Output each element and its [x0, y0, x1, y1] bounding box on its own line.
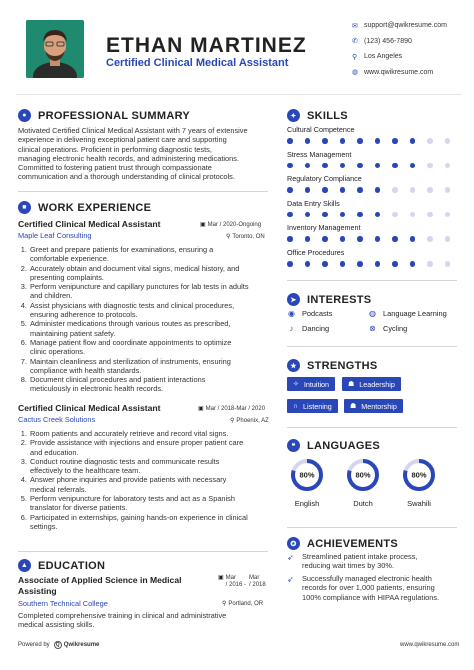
email-icon: ✉	[352, 22, 358, 30]
map-pin-icon: ⚲	[230, 418, 235, 424]
education-school: Southern Technical College	[18, 599, 108, 608]
skill-label: Stress Management	[287, 149, 352, 159]
contact-email[interactable]: ✉ support@qwikresume.com	[352, 22, 447, 30]
skill-dot	[305, 138, 311, 144]
skill-dot	[375, 187, 381, 193]
contact-list	[352, 18, 447, 80]
skill-dot	[340, 138, 346, 144]
skill-dot	[410, 236, 416, 242]
skill-dot	[427, 236, 433, 242]
skill-dot	[375, 138, 381, 144]
list-item: 6. Participated in externships, gaining hands-on experience in clinical settings.	[29, 513, 270, 532]
interests-heading: ➤ INTERESTS	[287, 293, 371, 306]
list-item: 1. Room patients and accurately retrieve and record vital signs.	[29, 429, 270, 438]
language-label: English	[294, 499, 320, 508]
group-icon: ☗	[348, 381, 355, 388]
paper-plane-icon: ➤	[287, 293, 300, 306]
list-item: 1. Greet and prepare patients for examinations, ensuring a comfortable experience.	[29, 245, 270, 264]
skill-dot	[357, 236, 363, 242]
graduation-cap-icon: ▲	[18, 559, 31, 572]
skill-dot	[287, 236, 293, 242]
map-pin-icon: ⚲	[226, 234, 231, 240]
footer-brand[interactable]: Qwikresume	[63, 642, 100, 648]
job-location-2: ⚲ Phoenix, AZ	[230, 418, 269, 424]
experience-divider	[18, 551, 268, 552]
skill-label: Inventory Management	[287, 223, 361, 233]
contact-phone[interactable]: ✆ (123) 456-7890	[352, 37, 412, 46]
skill-dot	[287, 187, 293, 193]
experience-heading: ■ WORK EXPERIENCE	[18, 201, 151, 214]
skill-rating	[287, 163, 462, 169]
language-ring	[290, 458, 324, 492]
skill-dot	[445, 187, 451, 193]
calendar-icon: ▣	[200, 222, 206, 228]
rocket-icon: ➶	[287, 575, 294, 584]
skill-dot	[410, 163, 416, 169]
skill-rating	[287, 187, 462, 193]
skill-dot	[427, 163, 433, 169]
speech-bubble-icon: ❝	[287, 439, 300, 452]
skill-dot	[340, 163, 346, 169]
skill-dot	[410, 138, 416, 144]
skill-dot	[305, 261, 311, 267]
list-item: 4. Assist physicians with diagnostic tests and clinical procedures, ensuring adherence to protocols.	[29, 301, 270, 320]
footer-powered-by: Powered by Q Qwikresume	[18, 642, 100, 648]
list-item: 6. Manage patient flow and coordinate appointments to optimize clinic operations.	[29, 338, 270, 357]
dance-icon: ♪	[289, 324, 294, 333]
skill-dot	[340, 187, 346, 193]
skill-dot	[305, 163, 311, 169]
globe-icon: ◍	[352, 69, 359, 77]
location-icon: ⚲	[352, 53, 358, 61]
skill-dot	[357, 261, 363, 267]
candidate-name: ETHAN MARTINEZ	[106, 34, 307, 57]
skill-dot	[322, 163, 328, 169]
education-dates: ▣ Mar / 2016 - Mar / 2018	[218, 575, 266, 588]
skill-rating	[287, 138, 462, 144]
skill-dot	[305, 187, 311, 193]
skill-dot	[357, 212, 363, 218]
skill-dot	[410, 212, 416, 218]
job-company-2: Cactus Creek Solutions	[18, 415, 96, 424]
mentor-icon: ☗	[350, 403, 357, 410]
skill-label: Office Procedures	[287, 248, 345, 257]
skill-dot	[392, 163, 398, 169]
bicycle-icon: ⊗	[369, 324, 376, 333]
skill-rating	[287, 236, 462, 242]
skill-dot	[445, 212, 451, 218]
skill-dot	[392, 138, 398, 144]
skill-dot	[410, 187, 416, 193]
skill-dot	[287, 212, 293, 218]
languages-divider	[287, 527, 457, 528]
skill-dot	[357, 187, 363, 193]
language-percent: 80%	[299, 470, 315, 480]
profile-photo	[26, 20, 84, 78]
footer-url[interactable]: www.qwikresume.com	[400, 642, 460, 648]
summary-divider	[18, 191, 268, 192]
job-title-1: Certified Clinical Medical Assistant	[18, 219, 161, 229]
skill-dot	[392, 236, 398, 242]
skill-dot	[287, 163, 293, 169]
skill-dot	[322, 187, 328, 193]
job-dates-2: ▣ Mar / 2018-Mar / 2020	[198, 406, 266, 412]
list-item: 4. Answer phone inquiries and provide patients with necessary medical referrals.	[29, 475, 270, 494]
education-location: ⚲ Portland, OR	[222, 601, 264, 607]
skill-dot	[410, 261, 416, 267]
skill-dot	[445, 138, 451, 144]
skill-dot	[375, 261, 381, 267]
job-dates-1: ▣ Mar / 2020-Ongoing	[200, 222, 262, 228]
education-description: Completed comprehensive training in clinical and administrative medical assisting skills.	[18, 611, 227, 630]
list-item: 5. Administer medications through various routes as prescribed, maintaining patient safety.	[29, 319, 270, 338]
skill-dot	[392, 261, 398, 267]
interest-podcasts: ◉ Podcasts	[288, 309, 333, 318]
skill-dot	[305, 212, 311, 218]
calendar-icon: ▣	[218, 575, 224, 581]
skill-dot	[287, 138, 293, 144]
strength-intuition: ✧ Intuition	[287, 377, 335, 391]
skills-heading: ✦ SKILLS	[287, 109, 348, 122]
strength-mentorship: ☗ Mentorship	[344, 399, 403, 413]
map-pin-icon: ⚲	[222, 601, 227, 607]
skill-label: Cultural Competence	[287, 125, 355, 134]
skill-dot	[357, 138, 363, 144]
candidate-title: Certified Clinical Medical Assistant	[106, 57, 289, 69]
language-label: Swahili	[407, 499, 431, 508]
trophy-icon: ★	[287, 359, 300, 372]
list-item: 3. Conduct routine diagnostic tests and communicate results effectively to the healthcare team.	[29, 457, 270, 476]
podcast-icon: ◉	[288, 309, 295, 318]
list-item: 5. Perform venipuncture for laboratory tests and act as a Spanish translator for diverse patients.	[29, 494, 270, 513]
interest-dancing: ♪ Dancing	[287, 324, 329, 333]
interests-divider	[287, 346, 457, 347]
skill-label: Data Entry Skills	[287, 198, 340, 208]
language-label: Dutch	[353, 499, 373, 508]
skill-dot	[357, 163, 363, 169]
skill-dot	[427, 138, 433, 144]
skill-rating	[287, 212, 462, 218]
job-title-2: Certified Clinical Medical Assistant	[18, 403, 161, 413]
user-icon: ●	[18, 109, 31, 122]
language-percent: 80%	[355, 470, 371, 480]
achievements-heading: ✪ ACHIEVEMENTS	[287, 537, 398, 550]
skill-dot	[375, 212, 381, 218]
skill-dot	[375, 236, 381, 242]
contact-location: ⚲ Los Angeles	[352, 53, 403, 61]
skill-dot	[427, 212, 433, 218]
education-heading: ▲ EDUCATION	[18, 559, 105, 572]
skill-dot	[322, 212, 328, 218]
contact-website[interactable]: ◍ www.qwikresume.com	[352, 68, 434, 77]
skill-dot	[392, 212, 398, 218]
calendar-icon: ▣	[198, 406, 204, 412]
skill-dot	[322, 138, 328, 144]
skill-dot	[445, 261, 451, 267]
headphones-icon: ∩	[293, 402, 299, 410]
strengths-heading: ★ STRENGTHS	[287, 359, 378, 372]
skill-dot	[305, 236, 311, 242]
achievement-1: Streamlined patient intake process, reducing wait times by 30%.	[302, 552, 418, 571]
skill-dot	[340, 236, 346, 242]
language-ring	[346, 458, 380, 492]
list-item: 2. Provide assistance with injections and ensure proper patient care and education.	[29, 438, 270, 457]
summary-heading: ● PROFESSIONAL SUMMARY	[18, 109, 190, 122]
skill-label: Regulatory Compliance	[287, 174, 362, 184]
qwikresume-logo-icon: Q	[54, 641, 62, 649]
job-bullets-1	[18, 245, 270, 394]
language-percent: 80%	[411, 470, 427, 480]
interest-cycling: ⊗ Cycling	[369, 324, 408, 333]
skill-dot	[287, 261, 293, 267]
skills-divider	[287, 280, 457, 281]
job-company-1: Maple Leaf Consulting	[18, 231, 92, 240]
achievement-2: Successfully managed electronic health records for over 1,000 patients, ensuring 100% compliance with HIPAA regulations.	[302, 574, 440, 602]
magic-wand-icon: ✧	[293, 381, 299, 388]
medal-icon: ✪	[287, 537, 300, 550]
strength-leadership: ☗ Leadership	[342, 377, 401, 391]
skill-dot	[427, 187, 433, 193]
job-location-1: ⚲ Toronto, ON	[226, 234, 265, 240]
skill-dot	[392, 187, 398, 193]
skill-dot	[427, 261, 433, 267]
avatar	[26, 20, 84, 78]
rocket-icon: ➶	[287, 553, 294, 562]
skill-dot	[375, 163, 381, 169]
list-item: 3. Perform venipuncture and capillary punctures for lab tests in adults and children.	[29, 282, 270, 301]
skill-dot	[322, 261, 328, 267]
skill-dot	[322, 236, 328, 242]
header-divider	[16, 94, 462, 95]
lightbulb-icon: ✦	[287, 109, 300, 122]
briefcase-icon: ■	[18, 201, 31, 214]
list-item: 8. Document clinical procedures and patient interactions meticulously in electronic health records.	[29, 375, 270, 394]
languages-heading: ❝ LANGUAGES	[287, 439, 380, 452]
job-bullets-2	[18, 429, 270, 531]
skill-dot	[445, 236, 451, 242]
skill-dot	[340, 212, 346, 218]
education-degree: Associate of Applied Science in Medical Assisting	[18, 575, 182, 596]
skill-rating	[287, 261, 462, 267]
skill-dot	[340, 261, 346, 267]
skill-dot	[445, 163, 451, 169]
phone-icon: ✆	[352, 38, 358, 46]
language-ring	[402, 458, 436, 492]
interest-language-learning: ◍ Language Learning	[369, 309, 447, 318]
summary-text: Motivated Certified Clinical Medical Assistant with 7 years of extensive experience in delivering exceptional patient care and supporting clinical operations. Proficient in performing diagnostic tests, managing electronic health records, and administering medications. Committed to fostering patient trust through compassionate communication and a thorough understanding of clinical protocols.	[18, 126, 248, 182]
language-icon: ◍	[369, 309, 376, 318]
strengths-divider	[287, 427, 457, 428]
list-item: 7. Maintain cleanliness and sterilization of instruments, ensuring compliance with health standards.	[29, 357, 270, 376]
list-item: 2. Accurately obtain and document vital signs, medical history, and presenting complaints.	[29, 264, 270, 283]
strength-listening: ∩ Listening	[287, 399, 338, 413]
